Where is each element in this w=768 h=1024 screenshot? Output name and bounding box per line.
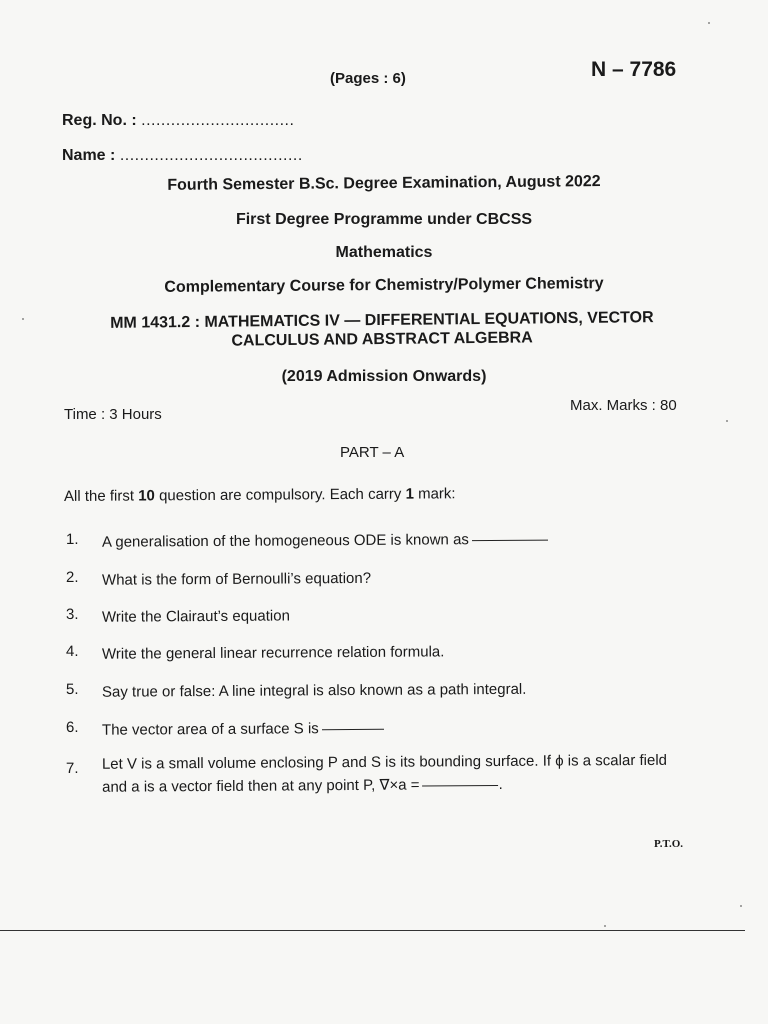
scan-speck (604, 925, 606, 927)
scan-speck (22, 318, 24, 320)
instructions (64, 485, 456, 505)
paper-code: N – 7786 (591, 58, 677, 81)
programme-title: First Degree Programme under CBCSS (235, 211, 533, 228)
question-text: A generalisation of the homogeneous ODE is known as (101, 531, 469, 551)
name-dots: ..................................... (119, 147, 303, 164)
scan-speck (726, 420, 728, 422)
question-text: What is the form of Bernoulli’s equation? (101, 569, 372, 589)
answer-blank (322, 728, 384, 729)
reg-no-field (62, 112, 294, 130)
question-text: Write the Clairaut’s equation (101, 607, 290, 626)
question-2 (66, 565, 696, 592)
scan-speck (708, 22, 710, 24)
question-number: 4. (65, 642, 79, 660)
question-7: 7. Let V is a small volume enclosing P and S is its bounding surface. If ϕ is a scalar field and a is a vector field then at any point P, ∇×a = . (65, 751, 668, 796)
question-text: Write the general linear recurrence relation formula. (101, 643, 445, 663)
answer-blank (423, 785, 499, 787)
instruction-text-2: question are compulsory. Each carry (154, 485, 406, 505)
exam-title: Fourth Semester B.Sc. Degree Examination, August 2022 (167, 173, 601, 194)
question-number: 5. (65, 680, 79, 698)
instruction-count: 10 (138, 487, 155, 505)
reg-no-dots: ............................... (141, 112, 295, 129)
question-number: 7. (65, 759, 79, 777)
instruction-marks: 1 (405, 485, 414, 503)
admission-note: (2019 Admission Onwards) (281, 368, 487, 385)
question-5 (66, 677, 696, 704)
name-label: Name : (62, 147, 116, 164)
question-text: The vector area of a surface S is (101, 720, 319, 739)
scan-speck (740, 905, 742, 907)
question-1 (66, 527, 696, 554)
instruction-text-1: All the first (63, 487, 139, 505)
instruction-text-3: mark: (413, 485, 456, 503)
question-text: Let V is a small volume enclosing P and S is its bounding surface. If ϕ is a scalar field and a is a vector field then at any point P, ∇×a = (101, 751, 668, 796)
part-heading: PART – A (340, 444, 405, 461)
question-6 (66, 715, 696, 742)
question-3 (66, 602, 696, 629)
question-number: 2. (65, 568, 79, 586)
subject-title: Mathematics (335, 244, 433, 261)
question-4 (66, 639, 696, 666)
answer-blank (472, 539, 548, 541)
question-number: 1. (65, 530, 79, 548)
max-marks-label: Max. Marks : 80 (570, 397, 677, 414)
question-number: 3. (65, 605, 79, 623)
pto-note: P.T.O. (654, 838, 684, 850)
page-edge-rule (0, 930, 745, 931)
reg-no-label: Reg. No. : (62, 112, 137, 129)
paper-title: MM 1431.2 : MATHEMATICS IV — DIFFERENTIAL EQUATIONS, VECTOR CALCULUS AND ABSTRACT ALGEBRA (110, 309, 654, 350)
course-title: Complementary Course for Chemistry/Polymer Chemistry (164, 275, 604, 296)
page-count: (Pages : 6) (330, 70, 406, 87)
name-field (62, 147, 303, 165)
question-number: 6. (65, 718, 79, 736)
time-label: Time : 3 Hours (64, 406, 162, 423)
question-text: Say true or false: A line integral is also known as a path integral. (101, 680, 527, 701)
